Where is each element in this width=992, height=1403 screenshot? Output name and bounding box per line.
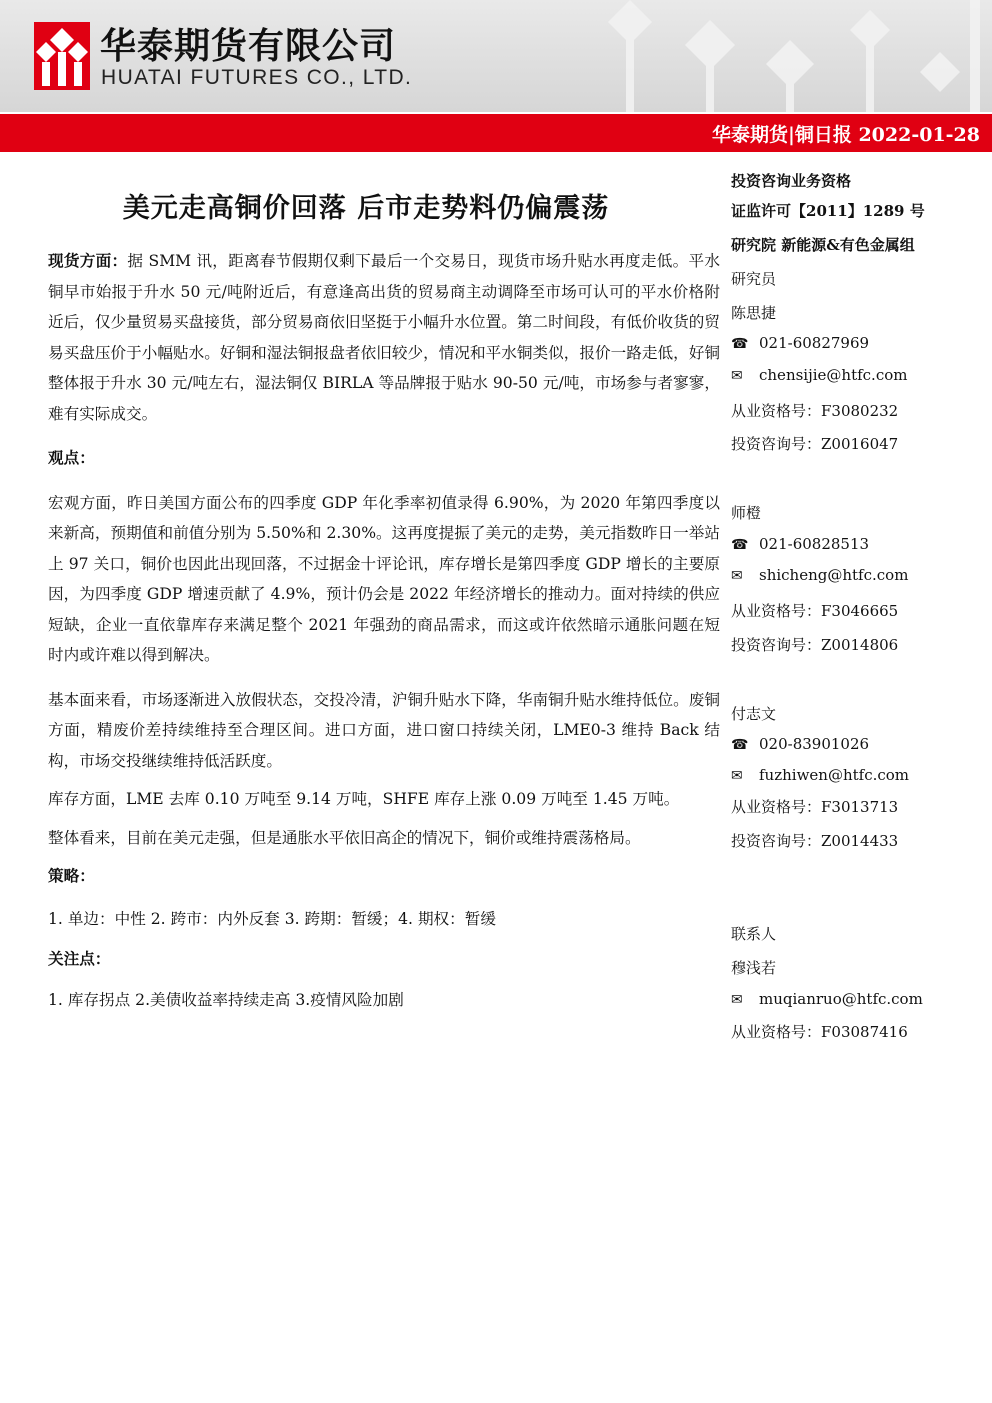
- inventory-paragraph: 库存方面，LME 去库 0.10 万吨至 9.14 万吨，SHFE 库存上涨 0.09 万吨至 1.45 万吨。: [48, 790, 680, 808]
- report-title: 美元走高铜价回落 后市走势料仍偏震荡: [122, 193, 610, 224]
- analyst-cert: 从业资格号：F3013713: [731, 798, 899, 816]
- huatai-logo: [34, 22, 90, 90]
- envelope-icon: ✉: [731, 568, 743, 584]
- analyst-advisory-cert: 投资咨询号：Z0014806: [731, 636, 899, 654]
- header-decoration: [560, 0, 992, 112]
- phone-icon: ☎: [731, 336, 749, 352]
- analyst-phone: ☎ 021-60828513: [731, 535, 870, 553]
- strategy-heading: 策略：: [48, 866, 95, 885]
- company-name-cn: 华泰期货有限公司: [100, 26, 397, 67]
- focus-heading: 关注点：: [48, 949, 111, 968]
- envelope-icon: ✉: [731, 768, 743, 784]
- page-header: [0, 0, 992, 112]
- spot-paragraph: [48, 246, 720, 429]
- analyst-cert: 从业资格号：F3080232: [731, 402, 899, 420]
- phone-icon: ☎: [731, 737, 749, 753]
- spot-text: 据 SMM 讯，距离春节假期仅剩下最后一个交易日，现货市场升贴水再度走低。平水铜早市始报于升水 50 元/吨附近后，有意逢高出货的贸易商主动调降至市场可认可的平水价格附近后，仅少量贸易买盘接货，部分贸易商依旧坚挺于小幅升水位置。第二时间段，有低价收货的贸易买盘压价于小幅贴水。好铜和湿法铜报盘者依旧较少，情况和平水铜类似，报价一路走低，好铜整体报于升水 30 元/吨左右，湿法铜仅 BIRLA 等品牌报于贴水 90-50 元/吨，市场参与者寥寥，难有实际成交。: [48, 252, 720, 423]
- envelope-icon: ✉: [731, 368, 743, 384]
- phone-icon: ☎: [731, 537, 749, 553]
- focus-text: 1. 库存拐点 2.美债收益率持续走高 3.疫情风险加剧: [48, 990, 404, 1009]
- analyst-phone: ☎ 020-83901026: [731, 735, 870, 753]
- analyst-cert: 从业资格号：F3046665: [731, 602, 899, 620]
- analyst-phone: ☎ 021-60827969: [731, 334, 870, 352]
- analyst-email[interactable]: ✉ fuzhiwen@htfc.com: [731, 766, 910, 784]
- department-line: 研究院 新能源&有色金属组: [731, 236, 915, 254]
- contact-cert: 从业资格号：F03087416: [731, 1023, 908, 1041]
- analyst-name: 付志文: [731, 705, 777, 723]
- contact-name: 穆浅若: [731, 959, 777, 977]
- strategy-text: 1. 单边：中性 2. 跨市：内外反套 3. 跨期：暂缓；4. 期权：暂缓: [48, 909, 496, 928]
- analyst-email[interactable]: ✉ chensijie@htfc.com: [731, 366, 908, 384]
- role-label: 研究员: [731, 270, 777, 288]
- analyst-email[interactable]: ✉ shicheng@htfc.com: [731, 566, 909, 584]
- view-heading: 观点：: [48, 448, 95, 467]
- contact-label: 联系人: [731, 925, 777, 943]
- analyst-advisory-cert: 投资咨询号：Z0014433: [731, 832, 899, 850]
- company-name-en: HUATAI FUTURES CO., LTD.: [101, 66, 413, 89]
- license-line: 证监许可【2011】1289 号: [731, 202, 925, 220]
- fundamental-paragraph: 基本面来看，市场逐渐进入放假状态，交投冷清，沪铜升贴水下降，华南铜升贴水维持低位。废铜方面，精废价差持续维持至合理区间。进口方面，进口窗口持续关闭，LME0-3 维持 Back 结构，市场交投继续维持低活跃度。: [48, 690, 720, 770]
- overall-paragraph: 整体看来，目前在美元走强，但是通胀水平依旧高企的情况下，铜价或维持震荡格局。: [48, 828, 641, 847]
- macro-paragraph: 宏观方面，昨日美国方面公布的四季度 GDP 年化季率初值录得 6.90%，为 2020 年第四季度以来新高，预期值和前值分别为 5.50%和 2.30%。这再度提振了美元的走势，美元指数昨日一举站上 97 关口，铜价也因此出现回落，不过据金十评论讯，库存增长是第四季度 GDP 增长的主要原因，为四季度 GDP 增速贡献了 4.9%，预计仍会是 2022 年经济增长的推动力。面对持续的供应短缺，企业一直依靠库存来满足整个 2021 年强劲的商品需求，而这或许依然暗示通胀问题在短时内或许难以得到解决。: [48, 493, 720, 664]
- report-body: [48, 246, 720, 1015]
- spot-label: 现货方面：: [48, 251, 128, 270]
- analyst-advisory-cert: 投资咨询号：Z0016047: [731, 435, 899, 453]
- contact-email[interactable]: ✉ muqianruo@htfc.com: [731, 990, 923, 1008]
- envelope-icon: ✉: [731, 992, 743, 1008]
- analyst-name: 师橙: [731, 504, 762, 522]
- analyst-name: 陈思捷: [731, 304, 777, 322]
- report-tag-bar: [0, 114, 992, 152]
- report-tag: 华泰期货|铜日报 2022-01-28: [711, 124, 980, 146]
- qualification-line: 投资咨询业务资格: [731, 172, 852, 190]
